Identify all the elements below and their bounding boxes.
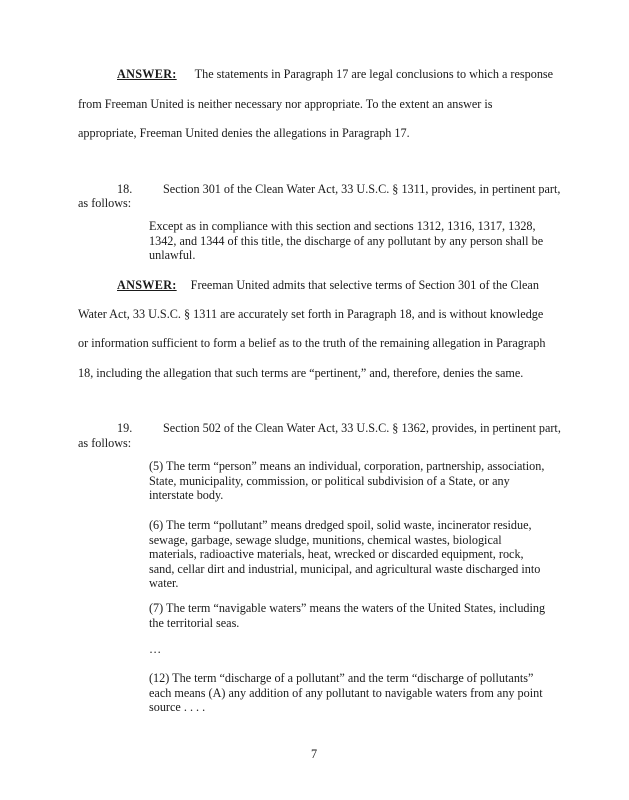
paragraph-19-intro-line-2: as follows: bbox=[78, 436, 132, 450]
paragraph-19-quote-7: (7) The term “navigable waters” means the waters of the United States, including the territorial seas. bbox=[149, 601, 546, 630]
answer-18-line-4: 18, including the allegation that such terms are “pertinent,” and, therefore, denies the same. bbox=[78, 366, 524, 380]
paragraph-19-quote-12: (12) The term “discharge of a pollutant” and the term “discharge of pollutants” each means (A) any addition of any pollutant to navigable waters from any point source . . . . bbox=[149, 671, 543, 715]
paragraph-18-intro bbox=[117, 182, 560, 196]
paragraph-19-intro-text: Section 502 of the Clean Water Act, 33 U.S.C. § 1362, provides, in pertinent part, bbox=[163, 421, 561, 435]
answer-17-line-3: appropriate, Freeman United denies the allegations in Paragraph 17. bbox=[78, 126, 410, 140]
answer-17-label: ANSWER: bbox=[117, 67, 177, 81]
answer-18-text-1: Freeman United admits that selective terms of Section 301 of the Clean bbox=[190, 278, 539, 292]
answer-18-label: ANSWER: bbox=[117, 278, 177, 292]
answer-17-line-1 bbox=[117, 67, 553, 81]
paragraph-19-number: 19. bbox=[117, 421, 133, 435]
answer-18-line-2: Water Act, 33 U.S.C. § 1311 are accurately set forth in Paragraph 18, and is without knowledge bbox=[78, 307, 544, 321]
page-number: 7 bbox=[311, 747, 318, 761]
answer-17-text-1: The statements in Paragraph 17 are legal conclusions to which a response bbox=[194, 67, 554, 81]
answer-18-line-1 bbox=[117, 278, 539, 292]
paragraph-18-intro-line-2: as follows: bbox=[78, 196, 132, 210]
paragraph-19-ellipsis: … bbox=[149, 642, 162, 656]
paragraph-18-intro-text: Section 301 of the Clean Water Act, 33 U.S.C. § 1311, provides, in pertinent part, bbox=[163, 182, 561, 196]
paragraph-19-quote-5: (5) The term “person” means an individual, corporation, partnership, association, State, municipality, commission, or political subdivision of a State, or any interstate body. bbox=[149, 459, 545, 503]
paragraph-19-quote-6: (6) The term “pollutant” means dredged spoil, solid waste, incinerator residue, sewage, garbage, sewage sludge, munitions, chemical wastes, biological materials, radioactive materials, heat, wrecked or discarded equipment, rock, sand, cellar dirt and industrial, municipal, and agricultural waste discharged into water. bbox=[149, 518, 541, 591]
answer-17-line-2: from Freeman United is neither necessary nor appropriate. To the extent an answer is bbox=[78, 97, 493, 111]
paragraph-19-intro bbox=[117, 421, 561, 435]
paragraph-18-quote: Except as in compliance with this section and sections 1312, 1316, 1317, 1328, 1342, and 1344 of this title, the discharge of any pollutant by any person shall be unlawful. bbox=[149, 219, 544, 263]
answer-18-line-3: or information sufficient to form a belief as to the truth of the remaining allegation in Paragraph bbox=[78, 336, 546, 350]
paragraph-18-number: 18. bbox=[117, 182, 133, 196]
